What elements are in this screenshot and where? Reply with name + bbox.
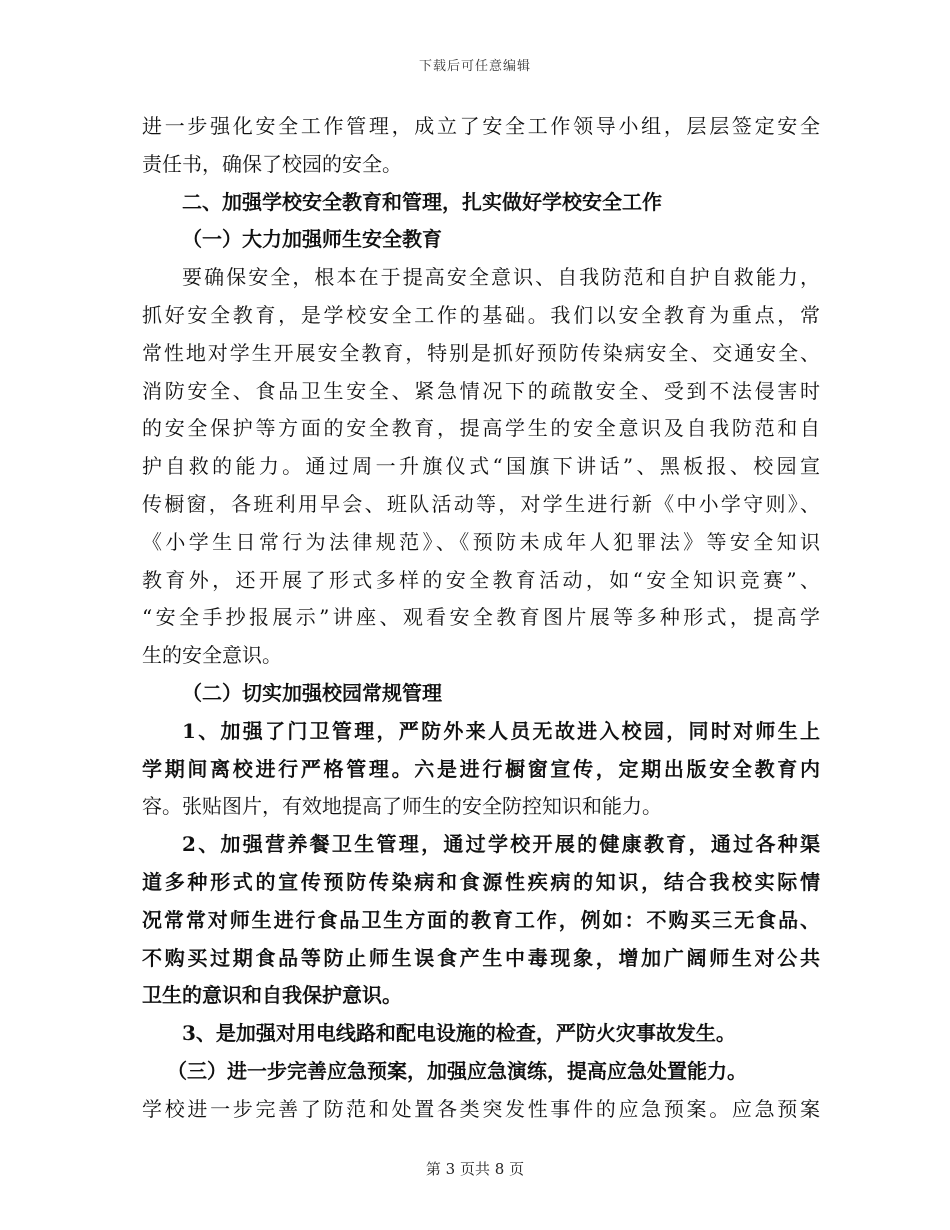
text-line: 消防安全、食品卫生安全、紧急情况下的疏散安全、受到不法侵害时 [142, 378, 820, 403]
text-line: 进一步强化安全工作管理，成立了安全工作领导小组，层层签定安全 [142, 114, 820, 138]
text-line: 学期间离校进行严格管理。六是进行橱窗宣传，定期出版安全教育内 [142, 756, 820, 781]
text-line: （一）大力加强师生安全教育 [182, 227, 442, 252]
text-line: 2、加强营养餐卫生管理，通过学校开展的健康教育，通过各种渠 [182, 832, 820, 857]
text-line: 生的安全意识。 [142, 643, 282, 668]
text-line: 责任书，确保了校园的安全。 [142, 151, 402, 176]
text-line: 容。张贴图片，有效地提高了师生的安全防控知识和能力。 [142, 794, 662, 819]
text-line: 《小学生日常行为法律规范》、《预防未成年人犯罪法》等安全知识 [142, 529, 820, 554]
text-line: （二）切实加强校园常规管理 [182, 680, 442, 705]
text-line: 1、加强了门卫管理，严防外来人员无故进入校园，同时对师生上 [182, 718, 820, 743]
text-line: （三）进一步完善应急预案，加强应急演练，提高应急处置能力。 [167, 1058, 747, 1083]
text-line: 不购买过期食品等防止师生误食产生中毒现象，增加广阔师生对公共 [142, 945, 820, 970]
text-line: 3、是加强对用电线路和配电设施的检查，严防火灾事故发生。 [182, 1021, 736, 1046]
text-line: 二、加强学校安全教育和管理，扎实做好学校安全工作 [182, 189, 662, 214]
text-line: 护自救的能力。通过周一升旗仪式“国旗下讲话”、黑板报、校园宣 [142, 454, 820, 479]
text-line: 学校进一步完善了防范和处置各类突发性事件的应急预案。应急预案 [142, 1096, 820, 1121]
text-line: 常性地对学生开展安全教育，特别是抓好预防传染病安全、交通安全、 [142, 340, 820, 365]
document-body [142, 108, 820, 1129]
page-header: 下载后可任意编辑 [418, 59, 531, 74]
text-line: 的安全保护等方面的安全教育，提高学生的安全意识及自我防范和自 [142, 416, 820, 441]
text-line: 抓好安全教育，是学校安全工作的基础。我们以安全教育为重点，常 [142, 302, 820, 327]
page-footer: 第 3 页共 8 页 [425, 1160, 525, 1178]
text-line: “安全手抄报展示”讲座、观看安全教育图片展等多种形式，提高学 [142, 605, 820, 630]
text-line: 况常常对师生进行食品卫生方面的教育工作，例如：不购买三无食品、 [142, 907, 820, 932]
text-line: 道多种形式的宣传预防传染病和食源性疾病的知识，结合我校实际情 [142, 869, 820, 894]
text-line: 传橱窗，各班利用早会、班队活动等，对学生进行新《中小学守则》、 [142, 491, 820, 516]
text-line: 要确保安全，根本在于提高安全意识、自我防范和自护自救能力， [182, 265, 820, 290]
text-line: 教育外，还开展了形式多样的安全教育活动，如“安全知识竞赛”、 [142, 567, 820, 592]
text-line: 卫生的意识和自我保护意识。 [142, 983, 402, 1008]
